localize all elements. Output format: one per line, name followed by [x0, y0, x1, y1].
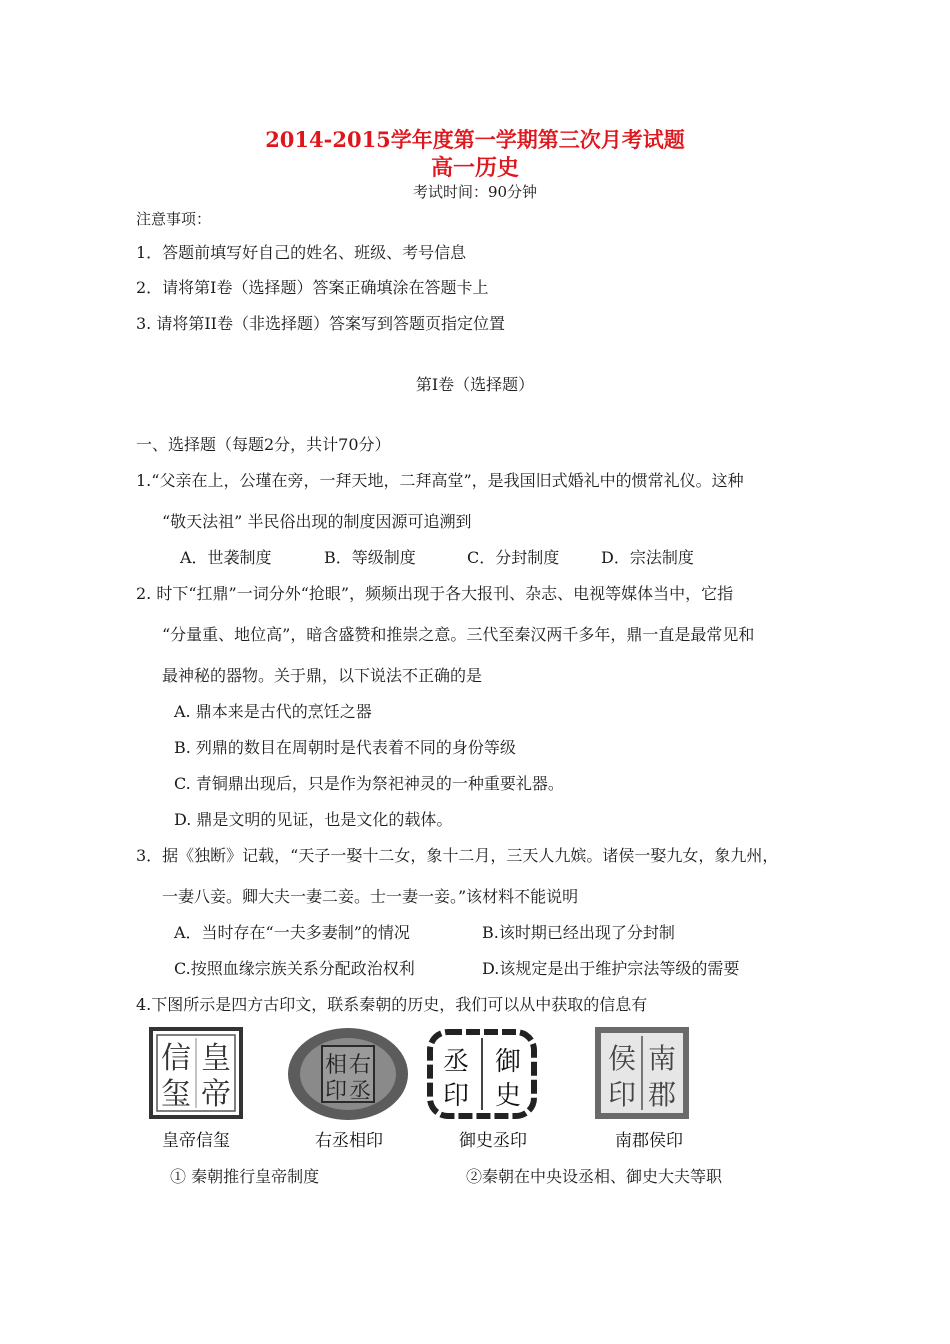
note-item-2: 2．请将第I卷（选择题）答案正确填涂在答题卡上 [136, 278, 489, 297]
seal-glyph: 玺 [161, 1077, 191, 1112]
subject-title: 高一历史 [430, 155, 519, 181]
q1-line1: 1.“父亲在上，公瑾在旁，一拜天地，二拜高堂”，是我国旧式婚礼中的惯常礼仪。这种 [136, 471, 744, 490]
seal-image-youchengxiang [286, 1026, 410, 1120]
exam-time: 考试时间：90分钟 [412, 183, 538, 201]
seal-glyph: 帝 [201, 1077, 231, 1112]
seal-glyph: 印 [324, 1079, 348, 1104]
q2-option-d: D. 鼎是文明的见证，也是文化的载体。 [174, 810, 453, 829]
q1-option-a: A．世袭制度 [180, 548, 272, 567]
seal-caption-3: 御史丞印 [459, 1131, 527, 1151]
seal-image-huangdi [148, 1026, 244, 1120]
q1-option-c: C．分封制度 [467, 548, 560, 567]
note-item-3: 3. 请将第II卷（非选择题）答案写到答题页指定位置 [136, 314, 505, 333]
q2-option-c: C. 青铜鼎出现后，只是作为祭祀神灵的一种重要礼器。 [174, 774, 564, 793]
seal-glyph: 皇 [201, 1041, 231, 1076]
q3-option-b: B.该时期已经出现了分封制 [482, 923, 675, 942]
q4-statement-2: ②秦朝在中央设丞相、御史大夫等职 [466, 1167, 723, 1186]
q3-option-d: D.该规定是出于维护宗法等级的需要 [482, 959, 740, 978]
q2-line1: 2. 时下“扛鼎”一词分外“抢眼”，频频出现于各大报刊、杂志、电视等媒体当中，它指 [136, 584, 734, 603]
seal-caption-4: 南郡侯印 [615, 1131, 683, 1151]
seal-caption-1: 皇帝信玺 [162, 1131, 230, 1151]
seal-glyph: 侯 [607, 1042, 637, 1075]
seal-glyph: 相 [324, 1053, 348, 1078]
q3-option-a: A．当时存在“一夫多妻制”的情况 [174, 923, 410, 942]
seal-glyph: 丞 [442, 1047, 470, 1077]
section-heading: 一、选择题（每题2分，共计70分） [136, 435, 391, 454]
seal-glyph: 丞 [348, 1079, 372, 1104]
seal-glyph: 印 [442, 1081, 470, 1111]
q1-line2: “敬天法祖” 半民俗出现的制度因源可追溯到 [162, 512, 472, 531]
q2-option-b: B. 列鼎的数目在周朝时是代表着不同的身份等级 [174, 738, 516, 757]
q2-line3: 最神秘的器物。关于鼎，以下说法不正确的是 [162, 666, 483, 685]
exam-title: 2014-2015学年度第一学期第三次月考试题 [265, 127, 685, 152]
seal-glyph: 南 [647, 1042, 677, 1075]
q1-option-d: D．宗法制度 [601, 548, 694, 567]
part1-title: 第I卷（选择题） [415, 375, 535, 394]
seal-caption-2: 右丞相印 [315, 1131, 383, 1151]
seal-image-nanjun [594, 1026, 690, 1120]
q4-stem: 4.下图所示是四方古印文，联系秦朝的历史，我们可以从中获取的信息有 [136, 995, 648, 1014]
seal-glyph: 信 [161, 1041, 191, 1076]
seal-glyph: 郡 [647, 1078, 677, 1111]
q1-option-b: B．等级制度 [324, 548, 416, 567]
seal-glyph: 御 [494, 1047, 522, 1077]
q2-line2: “分量重、地位高”，暗含盛赞和推崇之意。三代至秦汉两千多年，鼎一直是最常见和 [162, 625, 755, 644]
note-item-1: 1．答题前填写好自己的姓名、班级、考号信息 [136, 243, 467, 262]
q3-option-c: C.按照血缘宗族关系分配政治权利 [174, 959, 415, 978]
q3-line2: 一妻八妾。卿大夫一妻二妾。士一妻一妾。”该材料不能说明 [162, 887, 579, 906]
q2-option-a: A. 鼎本来是古代的烹饪之器 [174, 702, 372, 721]
seal-glyph: 右 [348, 1053, 372, 1078]
seal-glyph: 印 [607, 1078, 637, 1111]
q4-statement-1: ① 秦朝推行皇帝制度 [170, 1167, 320, 1186]
notes-heading: 注意事项： [136, 210, 212, 228]
q3-line1: 3．据《独断》记载，“天子一娶十二女，象十二月，三天人九嫔。诸侯一娶九女，象九州， [136, 846, 779, 865]
seal-glyph: 史 [494, 1081, 522, 1111]
seal-image-yushi [424, 1026, 540, 1120]
